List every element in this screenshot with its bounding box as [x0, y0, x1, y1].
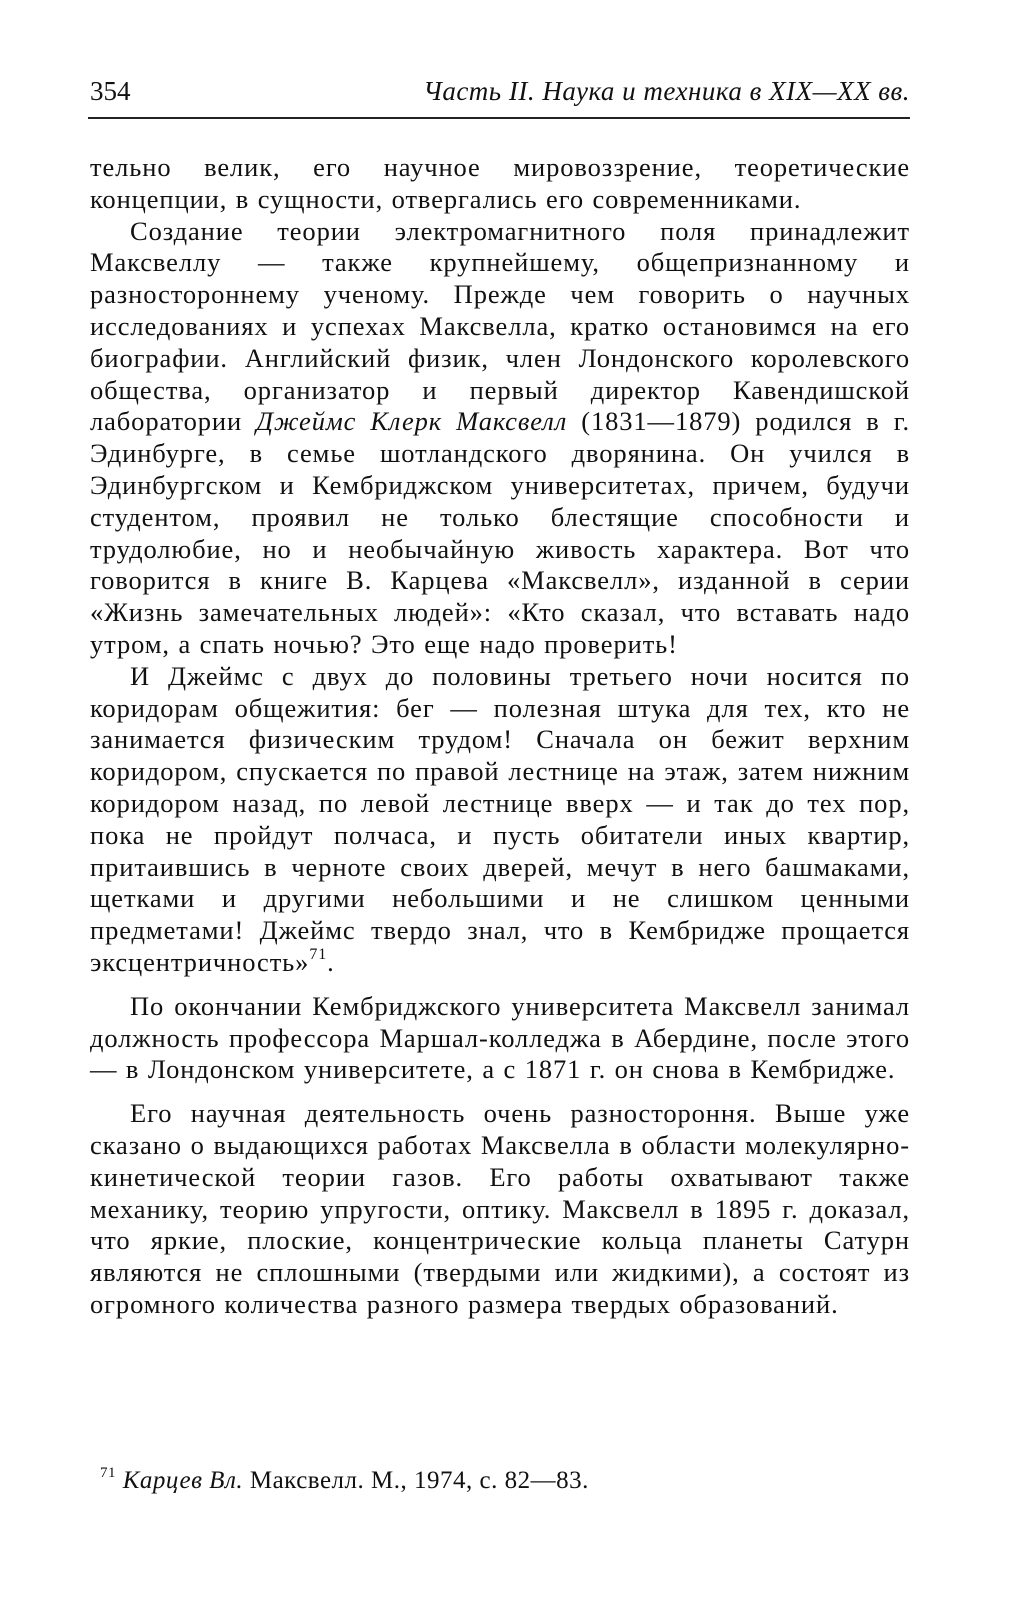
- paragraph-1: тельно велик, его научное мировоззрение, теоретические концепции, в сущности, отвергались его современниками.: [90, 152, 910, 214]
- page-header: [90, 76, 910, 116]
- footnote: [100, 1466, 910, 1496]
- paragraph-3: [90, 661, 910, 979]
- paragraph-2-text-b: (1831—1879) родился в г. Эдинбурге, в семье шотландского дворянина. Он учился в Эдинбургском и Кембриджском университетах, причем, будучи студентом, проявил не только блестящие способности и трудолюбие, но и необычайную живость характера. Вот что говорится в книге В. Карцева «Максвелл», изданной в серии «Жизнь замечательных людей»: «Кто сказал, что вставать надо утром, а спать ночью? Это еще надо проверить!: [90, 406, 910, 659]
- footnote-text: Максвелл. М., 1974, с. 82—83.: [243, 1467, 589, 1494]
- paragraph-2-text-a: Создание теории электромагнитного поля принадлежит Максвеллу — также крупнейшему, общепризнанному и разностороннему ученому. Прежде чем говорить о научных исследованиях и успехах Максвелла, кратко остановимся на его биографии. Английский физик, член Лондонского королевского общества, организатор и первый директор Кавендишской лаборатории: [90, 215, 910, 437]
- paragraph-3-text: И Джеймс с двух до половины третьего ночи носится по коридорам общежития: бег — полезная штука для тех, кто не занимается физическим трудом! Сначала он бежит верхним коридором, спускается по правой лестнице на этаж, затем нижним коридором назад, по левой лестнице вверх — и так до тех пор, пока не пройдут полчаса, и пусть обитатели иных квартир, притаившись в черноте своих дверей, мечут в него башмаками, щетками и другими небольшими и не слишком ценными предметами! Джеймс твердо знал, что в Кембридже прощается эксцентричность»: [90, 660, 910, 977]
- page-number: 354: [90, 76, 131, 106]
- paragraph-3-end: .: [327, 946, 335, 977]
- person-name-maxwell: Джеймс Клерк Максвелл: [256, 406, 568, 437]
- paragraph-5: Его научная деятельность очень разностороння. Выше уже сказано о выдающихся работах Максвелла в области молекулярно-кинетической теории газов. Его работы охватывают также механику, теорию упругости, оптику. Максвелл в 1895 г. доказал, что яркие, плоские, концентрические кольца планеты Сатурн являются не сплошными (твердыми или жидкими), а состоят из огромного количества разного размера твердых образований.: [90, 1098, 910, 1319]
- footnote-author: Карцев Вл.: [122, 1467, 244, 1494]
- running-head: Часть II. Наука и техника в XIX—XX вв.: [423, 76, 910, 106]
- footnote-number: 71: [100, 1464, 116, 1481]
- footnote-reference: 71: [309, 946, 328, 964]
- paragraph-2: [90, 216, 910, 661]
- header-rule: [88, 117, 910, 119]
- body-text: [90, 152, 910, 1321]
- paragraph-4: По окончании Кембриджского университета Максвелл занимал должность профессора Маршал-колледжа в Абердине, после этого — в Лондонском университете, а с 1871 г. он снова в Кембридже.: [90, 990, 910, 1085]
